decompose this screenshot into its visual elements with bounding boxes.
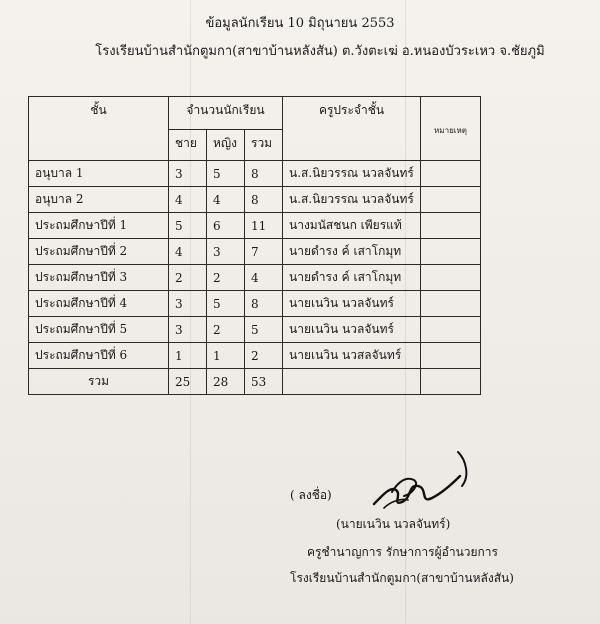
table-row bbox=[29, 239, 481, 265]
cell-teacher: นายดำรง ค์ เสาโกมุท bbox=[283, 265, 421, 291]
cell-teacher: น.ส.นิยวรรณ นวลจันทร์ bbox=[283, 187, 421, 213]
cell-note bbox=[421, 187, 481, 213]
header-female: หญิง bbox=[207, 130, 245, 161]
table-row bbox=[29, 317, 481, 343]
cell-teacher: นายดำรง ค์ เสาโกมุท bbox=[283, 239, 421, 265]
cell-note bbox=[421, 161, 481, 187]
cell-note bbox=[421, 265, 481, 291]
cell-female: 3 bbox=[207, 239, 245, 265]
cell-female: 4 bbox=[207, 187, 245, 213]
table-row bbox=[29, 187, 481, 213]
cell-level: ประถมศึกษาปีที่ 1 bbox=[29, 213, 169, 239]
total-note bbox=[421, 369, 481, 395]
cell-female: 5 bbox=[207, 291, 245, 317]
cell-teacher: นายเนวิน นวลจันทร์ bbox=[283, 317, 421, 343]
cell-female: 1 bbox=[207, 343, 245, 369]
header-total: รวม bbox=[245, 130, 283, 161]
cell-level: ประถมศึกษาปีที่ 2 bbox=[29, 239, 169, 265]
table-row bbox=[29, 161, 481, 187]
cell-note bbox=[421, 239, 481, 265]
cell-male: 2 bbox=[169, 265, 207, 291]
cell-total: 2 bbox=[245, 343, 283, 369]
total-all: 53 bbox=[245, 369, 283, 395]
table-row bbox=[29, 213, 481, 239]
cell-male: 3 bbox=[169, 291, 207, 317]
cell-teacher: นายเนวิน นวสลจันทร์ bbox=[283, 343, 421, 369]
signer-position: ครูชำนาญการ รักษาการผู้อำนวยการ bbox=[307, 545, 498, 559]
cell-level: อนุบาล 1 bbox=[29, 161, 169, 187]
cell-male: 5 bbox=[169, 213, 207, 239]
cell-total: 8 bbox=[245, 161, 283, 187]
signature-label: ( ลงชื่อ) bbox=[290, 488, 332, 502]
cell-male: 4 bbox=[169, 187, 207, 213]
cell-level: ประถมศึกษาปีที่ 6 bbox=[29, 343, 169, 369]
signer-school: โรงเรียนบ้านสำนักตูมกา(สาขาบ้านหลังสัน) bbox=[290, 571, 514, 585]
header-level: ชั้น bbox=[29, 97, 169, 161]
cell-note bbox=[421, 291, 481, 317]
cell-total: 11 bbox=[245, 213, 283, 239]
cell-total: 5 bbox=[245, 317, 283, 343]
cell-total: 7 bbox=[245, 239, 283, 265]
cell-teacher: น.ส.นิยวรรณ นวลจันทร์ bbox=[283, 161, 421, 187]
cell-teacher: นายเนวิน นวลจันทร์ bbox=[283, 291, 421, 317]
cell-female: 2 bbox=[207, 265, 245, 291]
header-male: ชาย bbox=[169, 130, 207, 161]
cell-male: 3 bbox=[169, 161, 207, 187]
cell-female: 2 bbox=[207, 317, 245, 343]
total-row bbox=[29, 369, 481, 395]
table-row bbox=[29, 291, 481, 317]
cell-level: ประถมศึกษาปีที่ 5 bbox=[29, 317, 169, 343]
handwritten-signature bbox=[362, 446, 472, 518]
cell-teacher: นางมนัสชนก เพียรแท้ bbox=[283, 213, 421, 239]
cell-level: อนุบาล 2 bbox=[29, 187, 169, 213]
total-female: 28 bbox=[207, 369, 245, 395]
cell-note bbox=[421, 317, 481, 343]
cell-total: 8 bbox=[245, 187, 283, 213]
total-label: รวม bbox=[29, 369, 169, 395]
cell-total: 4 bbox=[245, 265, 283, 291]
signer-name: (นายเนวิน นวลจันทร์) bbox=[336, 517, 451, 531]
cell-male: 4 bbox=[169, 239, 207, 265]
document-title: ข้อมูลนักเรียน 10 มิถุนายน 2553 bbox=[205, 16, 395, 31]
cell-female: 5 bbox=[207, 161, 245, 187]
cell-level: ประถมศึกษาปีที่ 4 bbox=[29, 291, 169, 317]
table-row bbox=[29, 265, 481, 291]
school-name: โรงเรียนบ้านสำนักตูมกา(สาขาบ้านหลังสัน) ต.วังตะเฆ่ อ.หนองบัวระเหว จ.ชัยภูมิ bbox=[95, 44, 545, 59]
cell-male: 1 bbox=[169, 343, 207, 369]
cell-male: 3 bbox=[169, 317, 207, 343]
cell-note bbox=[421, 343, 481, 369]
cell-female: 6 bbox=[207, 213, 245, 239]
header-note: หมายเหตุ bbox=[421, 97, 481, 161]
header-teacher: ครูประจำชั้น bbox=[283, 97, 421, 161]
cell-note bbox=[421, 213, 481, 239]
cell-level: ประถมศึกษาปีที่ 3 bbox=[29, 265, 169, 291]
cell-total: 8 bbox=[245, 291, 283, 317]
total-male: 25 bbox=[169, 369, 207, 395]
student-table bbox=[28, 96, 481, 395]
total-teacher bbox=[283, 369, 421, 395]
table-row bbox=[29, 343, 481, 369]
header-students: จำนวนนักเรียน bbox=[169, 97, 283, 130]
